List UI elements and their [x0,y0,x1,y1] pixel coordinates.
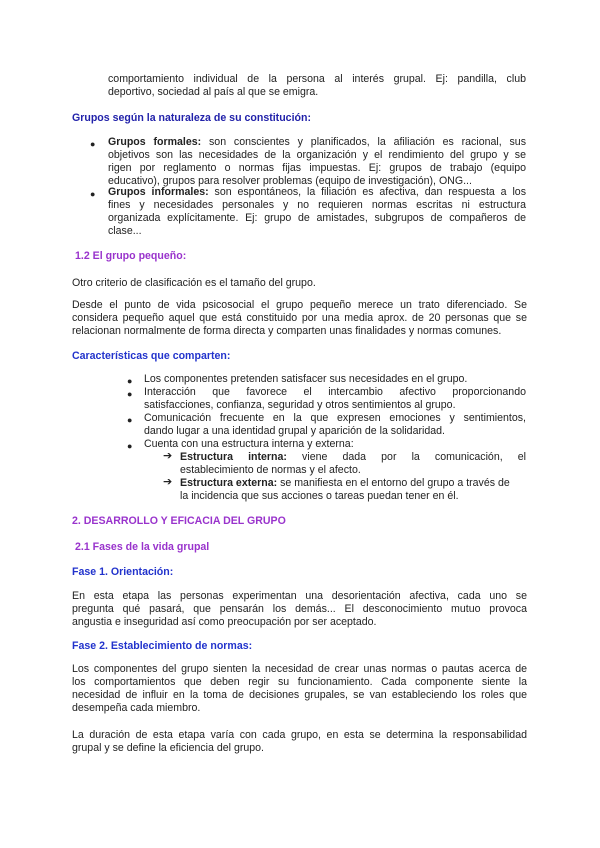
text-line: la incidencia que sus acciones o tareas puedan tener en él. [180,490,459,502]
sub-item-interna [180,451,526,477]
list-item-comunicacion [144,412,526,438]
section-heading-caracteristicas: Características que comparten: [72,350,231,362]
bullet-icon: ● [90,189,96,199]
text-line [108,136,526,149]
text-line: grupal y se define la eficiencia del grupo. [72,742,264,754]
paragraph-criterio: Otro criterio de clasificación es el tamaño del grupo. [72,277,316,289]
text-line: Desde el punto de vida psicosocial el grupo pequeño merece un trato diferenciado. Se [72,299,527,311]
text: son conscientes y planificados, la afiliación es racional, sus [201,136,526,148]
term: Grupos formales: [108,136,202,148]
list-item-informales [108,186,526,238]
text-line: La duración de esta etapa varía con cada grupo, en esta se determina la responsabilidad [72,729,527,741]
text-line [180,451,526,464]
fase2-heading: Fase 2. Establecimiento de normas: [72,640,253,652]
text-line: establecimiento de normas y el afecto. [180,464,361,476]
arrow-right-icon: ➔ [163,450,173,462]
term: Grupos informales: [108,186,209,198]
text-line: angustia e inseguridad así como preocupación por ser aceptado. [72,616,377,628]
text-line: considera pequeño aquel que está constituido por una media aprox. de 20 personas que se [72,312,527,324]
text-line: Comunicación frecuente en la que expresen emociones y sentimientos, [144,412,526,424]
bullet-icon: ● [90,139,96,149]
text-line: objetivos son las necesidades de la organización y el rendimiento del grupo y se [108,149,526,161]
text-line: satisfacciones, confianza, seguridad y otros sentimientos al grupo. [144,399,456,411]
text-line: necesidad de influir en la toma de decisiones grupales, se van estableciendo los roles que [72,689,527,701]
text-line: clase... [108,225,142,237]
fase2-paragraph-1 [72,663,527,715]
text-line: educativo), grupos para resolver problemas (equipo de investigación), ONG... [108,175,472,187]
section-heading-desarrollo: 2. DESARROLLO Y EFICACIA DEL GRUPO [72,515,286,527]
bullet-icon: ● [127,441,133,451]
sub-item-externa [180,477,526,503]
term: Estructura externa: [180,477,278,489]
section-heading-grupo-pequeno: 1.2 El grupo pequeño: [75,250,187,262]
text-line [108,186,526,199]
text: viene dada por la comunicación, el [286,451,527,463]
paragraph-grupo-pequeno [72,299,527,338]
fase2-paragraph-2 [72,729,527,755]
subsection-heading-fases: 2.1 Fases de la vida grupal [75,541,210,553]
fase1-paragraph [72,590,527,629]
text: son espontáneos, la filiación es afectiva, dan respuesta a los [208,186,526,198]
section-heading-naturaleza: Grupos según la naturaleza de su constitución: [72,112,311,124]
text-line [180,477,526,490]
text-line: Interacción que favorece el intercambio afectivo proporcionando [144,386,526,398]
text-line: comportamiento individual de la persona al interés grupal. Ej: pandilla, club [108,73,526,85]
bullet-icon: ● [127,376,133,386]
fase1-heading: Fase 1. Orientación: [72,566,174,578]
bullet-icon: ● [127,415,133,425]
intro-paragraph [108,73,526,99]
text-line: relacionan normalmente de forma directa y comparten unas finalidades y normas comunes. [72,325,502,337]
list-item-formales [108,136,526,188]
text-line: organizada explícitamente. Ej: grupo de amistades, subgrupos de compañeros de [108,212,526,224]
arrow-right-icon: ➔ [163,476,173,488]
text-line: En esta etapa las personas experimentan una desorientación afectiva, cada uno se [72,590,527,602]
text-line: dando lugar a una identidad grupal y aparición de la solidaridad. [144,425,445,437]
term: Estructura interna: [180,451,287,463]
text-line: rigen por reglamento o normas fijas impuestas. Ej: grupos de trabajo (equipo [108,162,526,174]
text-line: los comportamientos que deben regir su funcionamiento. Cada componente siente la [72,676,527,688]
list-item-estructura: Cuenta con una estructura interna y externa: [144,438,354,450]
text-line: pregunta qué pasará, que pensarán los demás... El desconocimiento mutuo provoca [72,603,527,615]
text-line: fines y necesidades personales y no requieren normas escritas ni estructura [108,199,526,211]
text-line: deportivo, sociedad al país al que se emigra. [108,86,319,98]
list-item-necesidades: Los componentes pretenden satisfacer sus necesidades en el grupo. [144,373,468,385]
text-line: desempeña cada miembro. [72,702,201,714]
bullet-icon: ● [127,389,133,399]
list-item-interaccion [144,386,526,412]
text-line: Los componentes del grupo sienten la necesidad de crear unas normas o pautas acerca de [72,663,527,675]
text: se manifiesta en el entorno del grupo a través de [277,477,510,489]
